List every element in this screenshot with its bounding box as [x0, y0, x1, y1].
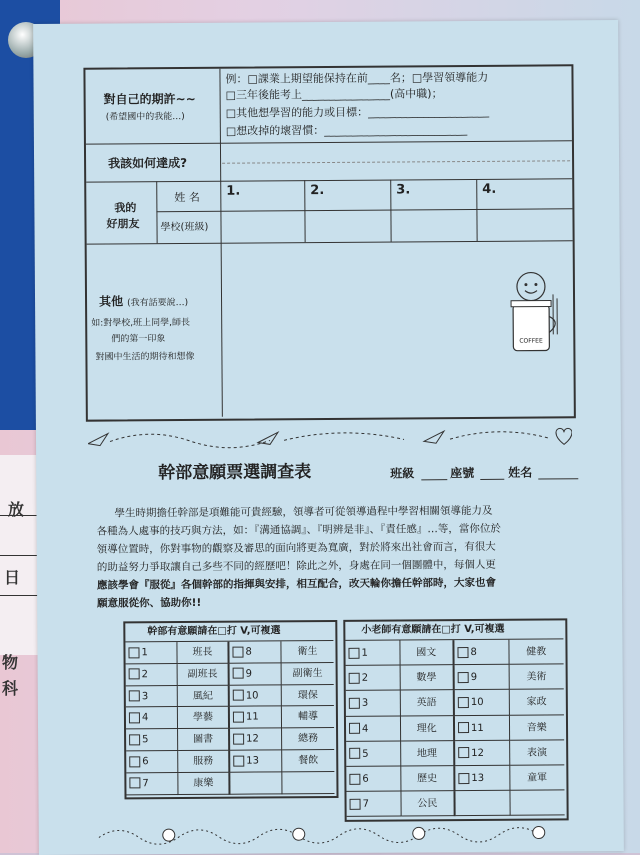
- tutor-grid: [345, 639, 564, 818]
- checkbox[interactable]: [233, 668, 244, 679]
- friend-number: 1.: [226, 185, 240, 198]
- example-line: □其他想學習的能力或目標：______________________: [226, 105, 489, 120]
- cadre-grid: [125, 641, 334, 795]
- option-role-label: 國文: [400, 640, 455, 666]
- option-number: 11: [246, 712, 259, 723]
- underlying-text: 科: [2, 676, 18, 699]
- cadre-header: 幹部有意願請在□打 V,可複選: [147, 624, 280, 638]
- checkbox[interactable]: [233, 711, 244, 722]
- option-number-cell: [126, 707, 178, 729]
- option-role-label: 衛生: [281, 641, 333, 663]
- option-number-cell: [454, 640, 509, 666]
- intro-paragraph-line: 學生時期擔任幹部是項難能可貴經驗，領導者可從領導過程中學習相關領導能力及: [114, 505, 492, 521]
- option-role-label: 副班長: [178, 663, 230, 685]
- other-title: 其他: [99, 295, 123, 308]
- worksheet-paper: [33, 20, 624, 855]
- option-number-cell: [230, 750, 282, 772]
- option-number-cell: [455, 766, 510, 792]
- checkbox[interactable]: [458, 773, 469, 784]
- option-role-label: 班長: [177, 642, 229, 664]
- self-expectation-subtitle: (希望國中的我能…): [106, 111, 185, 125]
- bottom-decoration: [99, 820, 569, 849]
- underlying-text: 物: [2, 650, 18, 673]
- option-number-cell: [126, 686, 178, 708]
- option-role-label: 健教: [509, 639, 564, 665]
- option-number: 11: [471, 723, 484, 734]
- checkbox[interactable]: [458, 697, 469, 708]
- coffee-label: COFFEE: [519, 335, 542, 348]
- checkbox[interactable]: [233, 690, 244, 701]
- friend-school-label: 學校(班級): [160, 221, 208, 234]
- option-role-label: 音樂: [509, 715, 564, 741]
- survey-title: 幹部意願票選調查表: [158, 462, 311, 483]
- option-number-cell: [230, 729, 282, 751]
- option-number: 9: [246, 668, 252, 679]
- option-role-label: 風紀: [178, 685, 230, 707]
- option-number: 9: [471, 672, 477, 683]
- option-role-label: 輔導: [282, 706, 334, 728]
- option-role-label: 餐飲: [282, 750, 334, 772]
- option-number: 4: [362, 723, 368, 734]
- friend-number: 3.: [396, 183, 410, 196]
- option-number: 5: [362, 749, 368, 760]
- checkbox[interactable]: [129, 712, 140, 723]
- option-number-cell: [230, 772, 282, 794]
- option-number-cell: [230, 685, 282, 707]
- checkbox[interactable]: [129, 669, 140, 680]
- option-role-label: 數學: [400, 665, 455, 691]
- checkbox[interactable]: [350, 798, 361, 809]
- option-number: 1: [141, 647, 147, 658]
- option-number: 4: [142, 713, 148, 724]
- option-role-label: 圖書: [178, 729, 230, 751]
- option-number: 3: [362, 698, 368, 709]
- option-number: 13: [471, 773, 484, 784]
- friends-title: 我的: [114, 201, 136, 214]
- option-number-cell: [455, 690, 510, 716]
- option-number-cell: [346, 792, 401, 818]
- checkbox[interactable]: [129, 778, 140, 789]
- checkbox[interactable]: [129, 756, 140, 767]
- checkbox[interactable]: [129, 734, 140, 745]
- checkbox[interactable]: [349, 672, 360, 683]
- option-number: 10: [471, 697, 484, 708]
- example-line: 例：□課業上期望能保持在前____名；□學習領導能力: [225, 71, 488, 86]
- option-role-label: 歷史: [401, 766, 456, 792]
- option-number-cell: [346, 691, 401, 717]
- option-role-label: 英語: [400, 691, 455, 717]
- intro-paragraph-line: 的助益努力爭取讓自己多些不同的經歷吧！除此之外，身處在同一個團體中，每個人更: [97, 559, 496, 575]
- checkbox[interactable]: [349, 723, 360, 734]
- other-note: (我有話要說…): [127, 297, 188, 310]
- option-role-label: 康樂: [178, 772, 230, 794]
- other-prompt-line: 對國中生活的期待和想像: [95, 351, 194, 365]
- option-number: 1: [361, 648, 367, 659]
- checkbox[interactable]: [458, 747, 469, 758]
- friend-number: 2.: [310, 184, 324, 197]
- option-number-cell: [125, 642, 177, 664]
- option-number-cell: [345, 641, 400, 667]
- option-number: 12: [246, 734, 259, 745]
- example-line: □想改掉的壞習慣：__________________________: [226, 123, 467, 138]
- option-number-cell: [455, 665, 510, 691]
- checkbox[interactable]: [349, 748, 360, 759]
- checkbox[interactable]: [348, 647, 359, 658]
- friend-number: 4.: [482, 183, 496, 196]
- option-number: 6: [142, 756, 148, 767]
- class-label: 班級: [390, 467, 414, 480]
- option-role-label: 美術: [509, 665, 564, 691]
- option-role-label: 環保: [282, 685, 334, 707]
- option-role-label: 學藝: [178, 707, 230, 729]
- option-number: 7: [142, 778, 148, 789]
- other-prompt-line: 們的第一印象: [111, 333, 165, 346]
- example-line: □三年後能考上________________(高中職)；: [226, 87, 443, 102]
- option-role-label: 表演: [510, 740, 565, 766]
- seat-label: 座號: [450, 467, 474, 480]
- paper-plane-divider: [88, 422, 572, 455]
- option-number: 8: [245, 647, 251, 658]
- option-number: 2: [142, 669, 148, 680]
- checkbox[interactable]: [349, 773, 360, 784]
- option-number: 6: [362, 774, 368, 785]
- option-number-cell: [346, 767, 401, 793]
- self-expectation-title: 對自己的期許~~: [104, 93, 196, 107]
- option-number-cell: [455, 715, 510, 741]
- option-role-label: 童軍: [510, 765, 565, 791]
- intro-paragraph-line: 領導位置時，你對事物的觀察及審思的面向將更為寬廣，對於將來出社會而言，有很大: [97, 541, 496, 557]
- option-number: 7: [363, 799, 369, 810]
- underlying-text: 放: [8, 497, 24, 520]
- other-prompt-line: 如:對學校,班上同學,師長: [91, 317, 190, 331]
- option-number-cell: [346, 666, 401, 692]
- intro-paragraph-line: 應該學會『服從』各個幹部的指揮與安排，相互配合，改天輪你擔任幹部時，大家也會: [97, 577, 496, 593]
- option-number-cell: [346, 741, 401, 767]
- name-label: 姓名: [508, 467, 532, 480]
- option-number: 13: [246, 755, 259, 766]
- checkbox[interactable]: [233, 733, 244, 744]
- option-role-label: 家政: [509, 690, 564, 716]
- checkbox[interactable]: [349, 698, 360, 709]
- checkbox[interactable]: [233, 755, 244, 766]
- option-role-label: 總務: [282, 728, 334, 750]
- option-role-label: 副衛生: [282, 663, 334, 685]
- intro-paragraph-line: 各種為人處事的技巧與方法，如：『溝通協調』、『明辨是非』、『責任感』…等，當你位於: [97, 523, 501, 539]
- checkbox[interactable]: [129, 690, 140, 701]
- option-number: 8: [470, 647, 476, 658]
- option-number: 2: [362, 673, 368, 684]
- option-number-cell: [229, 641, 281, 663]
- friends-title: 好朋友: [106, 217, 139, 230]
- option-role-label: [282, 772, 334, 794]
- checkbox[interactable]: [458, 672, 469, 683]
- option-number: 5: [142, 734, 148, 745]
- how-to-achieve-label: 我該如何達成?: [108, 157, 187, 171]
- option-number: 3: [142, 691, 148, 702]
- option-number-cell: [126, 729, 178, 751]
- option-number-cell: [230, 663, 282, 685]
- friend-name-label: 姓 名: [174, 191, 200, 204]
- underlying-text: 日: [4, 565, 20, 588]
- checkbox[interactable]: [128, 647, 139, 658]
- option-number-cell: [126, 751, 178, 773]
- option-number-cell: [455, 741, 510, 767]
- option-role-label: 地理: [401, 741, 456, 767]
- option-number-cell: [126, 664, 178, 686]
- option-number-cell: [346, 716, 401, 742]
- option-role-label: 服務: [178, 751, 230, 773]
- intro-paragraph-line: 願意服從你、協助你!!: [97, 597, 201, 611]
- checkbox[interactable]: [457, 647, 468, 658]
- option-role-label: [510, 791, 565, 817]
- tutor-header: 小老師有意願請在□打 V,可複選: [361, 623, 504, 637]
- option-number-cell: [126, 773, 178, 795]
- checkbox[interactable]: [458, 722, 469, 733]
- option-number: 10: [246, 690, 259, 701]
- checkbox[interactable]: [232, 646, 243, 657]
- option-number-cell: [230, 707, 282, 729]
- option-role-label: 理化: [400, 716, 455, 742]
- option-role-label: 公民: [401, 791, 456, 817]
- option-number-cell: [455, 791, 510, 817]
- option-number: 12: [471, 748, 484, 759]
